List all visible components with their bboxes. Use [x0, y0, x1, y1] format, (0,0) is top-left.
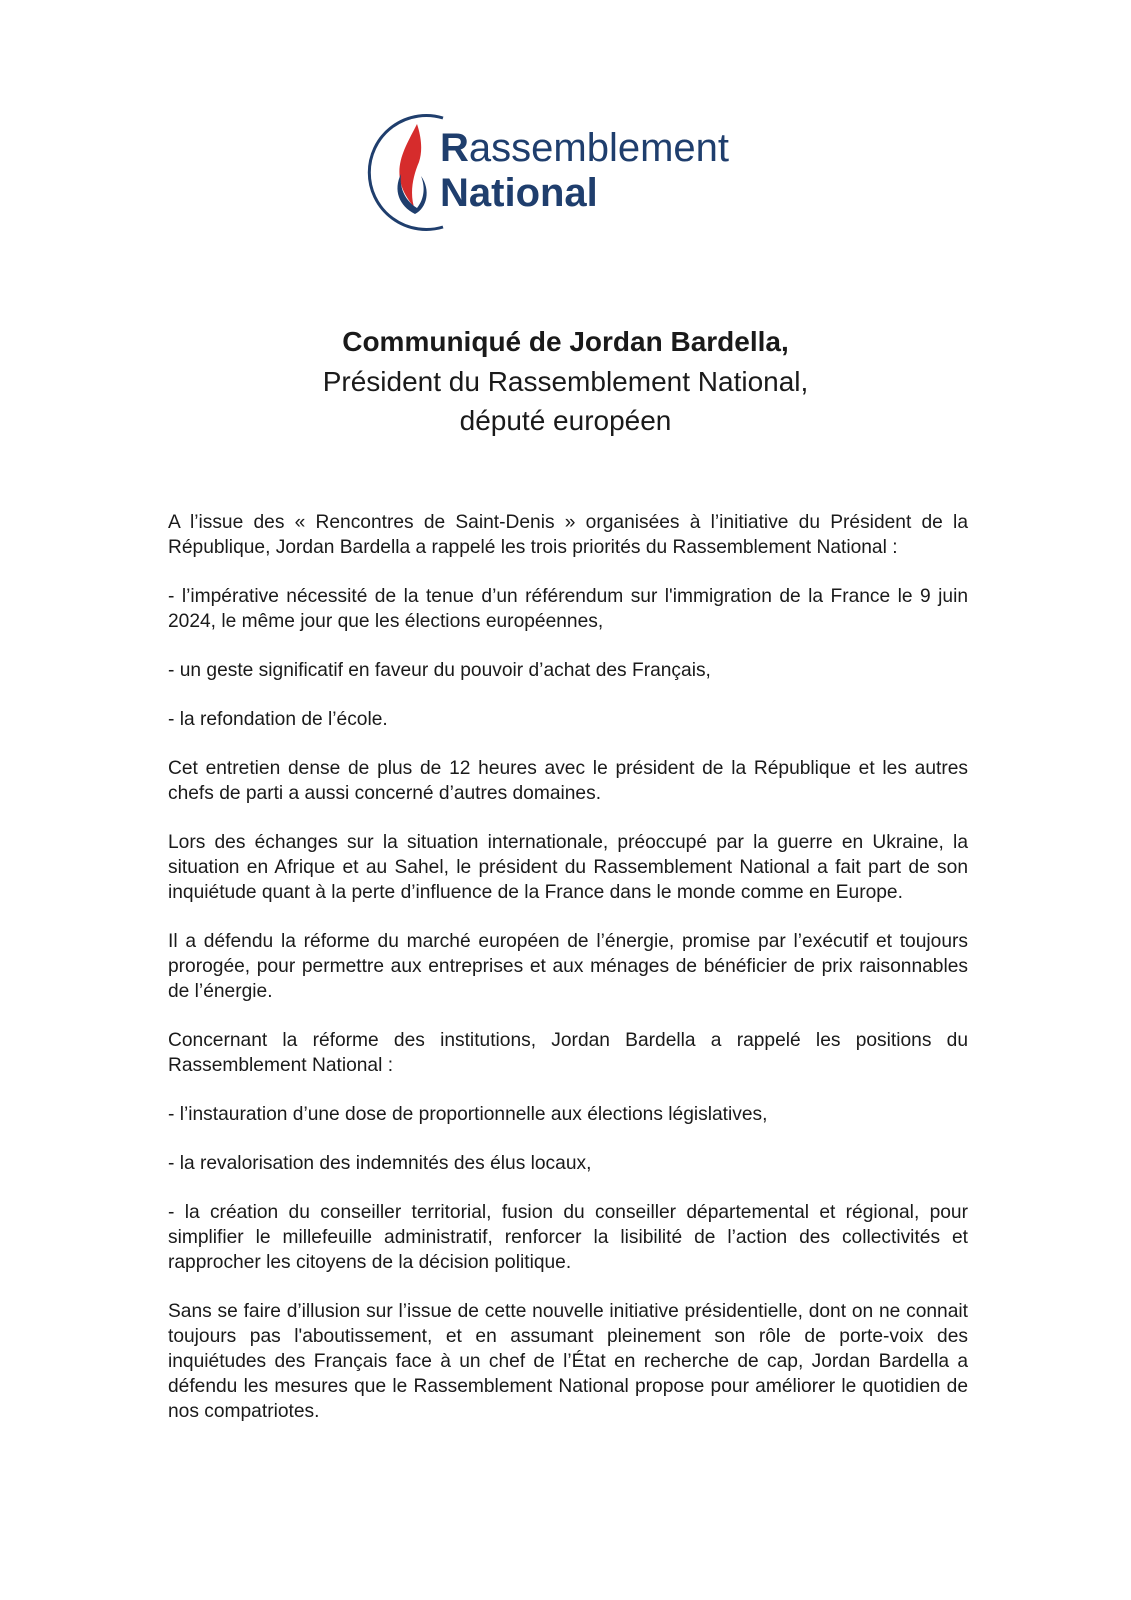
list-item: - la refondation de l’école. [168, 709, 388, 730]
paragraph: Sans se faire d’illusion sur l’issue de cette nouvelle initiative présidentielle, dont on ne connait toujours pas l'aboutissement, et en assumant pleinement son rôle de porte-voix des inquiétudes des Français face à un chef de l’État en recherche de cap, Jordan Bardella a défendu les mesures que le Rassemblement National propose pour améliorer le quotidien de nos compatriotes. [168, 1301, 968, 1422]
logo-wordmark-line1: Rassemblement [440, 126, 730, 170]
paragraph: A l’issue des « Rencontres de Saint-Denis » organisées à l’initiative du Président de la République, Jordan Bardella a rappelé les trois priorités du Rassemblement National : [168, 512, 968, 558]
list-item: - un geste significatif en faveur du pouvoir d’achat des Français, [168, 660, 711, 681]
document-heading [0, 322, 1131, 440]
heading-title: Communiqué de Jordan Bardella, [342, 326, 789, 357]
heading-subtitle-2: député européen [459, 405, 672, 436]
logo-wordmark [440, 128, 729, 213]
paragraph: Concernant la réforme des institutions, Jordan Bardella a rappelé les positions du Rassemblement National : [168, 1030, 968, 1076]
heading-subtitle: Président du Rassemblement National, [322, 366, 809, 397]
party-logo [355, 110, 785, 235]
list-item: - la création du conseiller territorial, fusion du conseiller départemental et régional, pour simplifier le millefeuille administratif, renforcer la lisibilité de l’action des collectivités et rapprocher les citoyens de la décision politique. [168, 1202, 968, 1273]
paragraph: Lors des échanges sur la situation internationale, préoccupé par la guerre en Ukraine, la situation en Afrique et au Sahel, le président du Rassemblement National a fait part de son inquiétude quant à la perte d’influence de la France dans le monde comme en Europe. [168, 832, 968, 903]
document-body [168, 510, 968, 1448]
paragraph: Il a défendu la réforme du marché européen de l’énergie, promise par l’exécutif et toujours prorogée, pour permettre aux entreprises et aux ménages de bénéficier de prix raisonnables de l’énergie. [168, 931, 968, 1002]
list-item: - l’instauration d’une dose de proportionnelle aux élections législatives, [168, 1104, 768, 1125]
list-item: - l’impérative nécessité de la tenue d’un référendum sur l'immigration de la France le 9 juin 2024, le même jour que les élections européennes, [168, 586, 968, 632]
paragraph: Cet entretien dense de plus de 12 heures avec le président de la République et les autres chefs de parti a aussi concerné d’autres domaines. [168, 758, 968, 804]
list-item: - la revalorisation des indemnités des élus locaux, [168, 1153, 592, 1174]
logo-wordmark-line2: National [440, 171, 598, 215]
